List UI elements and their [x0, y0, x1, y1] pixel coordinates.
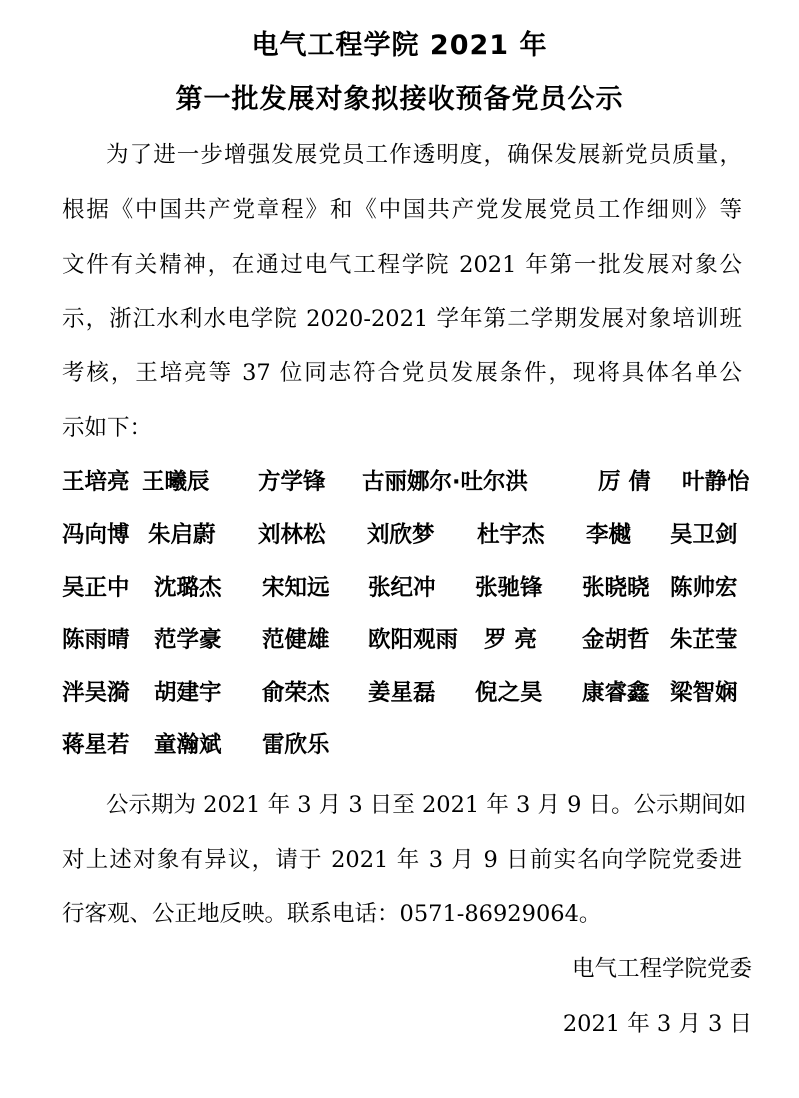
candidate-name: 胡建宇	[154, 680, 222, 706]
notice-paragraph-line: 行客观、公正地反映。联系电话：0571-86929064。	[62, 901, 602, 927]
candidate-name: 康睿鑫	[582, 680, 650, 706]
names-row	[62, 729, 762, 761]
intro-paragraph-line: 示如下：	[62, 415, 153, 441]
candidate-name: 欧阳观雨	[368, 627, 459, 653]
candidate-name: 刘林松	[258, 522, 326, 548]
candidate-name: 杜宇杰	[477, 522, 545, 548]
intro-paragraph-line: 示，浙江水利水电学院 2020-2021 学年第二学期发展对象培训班	[62, 306, 742, 332]
candidate-name: 张晓晓	[582, 575, 650, 601]
notice-paragraph-line: 公示期为 2021 年 3 月 3 日至 2021 年 3 月 9 日。公示期间如	[106, 792, 747, 818]
candidate-name: 王培亮	[62, 469, 130, 495]
candidate-name: 沈璐杰	[154, 575, 222, 601]
candidate-name: 金胡哲	[582, 627, 650, 653]
candidate-name: 朱芷莹	[670, 627, 738, 653]
candidate-name: 雷欣乐	[262, 732, 330, 758]
names-row	[62, 677, 762, 709]
candidate-name: 范学豪	[154, 627, 222, 653]
candidate-name: 方学锋	[258, 469, 326, 495]
candidate-name: 陈帅宏	[670, 575, 738, 601]
document-title-line-2: 第一批发展对象拟接收预备党员公示	[175, 84, 624, 115]
candidate-name: 张纪冲	[368, 575, 436, 601]
signature-date: 2021 年 3 月 3 日	[562, 1011, 752, 1037]
candidate-name: 宋知远	[262, 575, 330, 601]
candidate-name: 冯向博	[62, 522, 130, 548]
candidate-name: 蒋星若	[62, 732, 130, 758]
candidate-name: 童瀚斌	[154, 732, 222, 758]
signature-organization: 电气工程学院党委	[571, 956, 752, 982]
candidate-name: 叶静怡	[682, 469, 750, 495]
candidate-name: 吴卫剑	[670, 522, 738, 548]
candidate-name: 倪之昊	[475, 680, 543, 706]
names-row	[62, 466, 762, 498]
candidate-name: 姜星磊	[368, 680, 436, 706]
candidate-name: 泮吴漪	[62, 680, 130, 706]
candidate-name: 陈雨晴	[62, 627, 130, 653]
candidate-name: 朱启蔚	[148, 522, 216, 548]
candidate-name: 王曦辰	[142, 469, 210, 495]
candidate-name: 李樾	[586, 522, 632, 548]
names-row	[62, 519, 762, 551]
candidate-name: 俞荣杰	[262, 680, 330, 706]
names-row	[62, 572, 762, 604]
candidate-name: 吴正中	[62, 575, 130, 601]
candidate-name: 厉 倩	[598, 469, 651, 495]
candidate-name: 梁智娴	[670, 680, 738, 706]
intro-paragraph-line: 根据《中国共产党章程》和《中国共产党发展党员工作细则》等	[62, 197, 742, 223]
intro-paragraph-line: 文件有关精神，在通过电气工程学院 2021 年第一批发展对象公	[62, 252, 742, 278]
names-row	[62, 624, 762, 656]
candidate-name: 刘欣梦	[367, 522, 435, 548]
document-title-line-1: 电气工程学院 2021 年	[251, 30, 548, 61]
intro-paragraph-line: 考核，王培亮等 37 位同志符合党员发展条件，现将具体名单公	[62, 360, 742, 386]
candidate-name: 张驰锋	[475, 575, 543, 601]
candidate-name: 罗 亮	[484, 627, 537, 653]
candidate-name: 范健雄	[262, 627, 330, 653]
candidate-name: 古丽娜尔·吐尔洪	[362, 469, 529, 495]
intro-paragraph-line: 为了进一步增强发展党员工作透明度，确保发展新党员质量，	[106, 142, 742, 168]
notice-paragraph-line: 对上述对象有异议，请于 2021 年 3 月 9 日前实名向学院党委进	[62, 847, 742, 873]
